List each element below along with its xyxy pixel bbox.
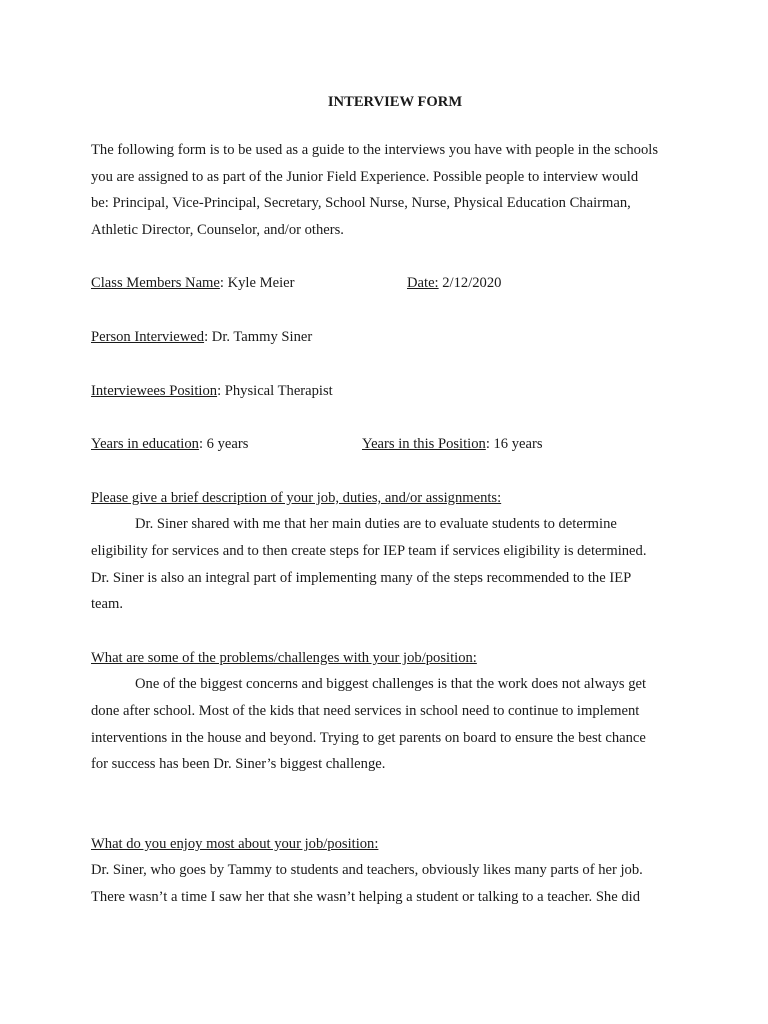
years-row (91, 431, 691, 458)
person-interviewed-label: Person Interviewed (91, 328, 205, 345)
interviewee-position-label: Interviewees Position (91, 382, 218, 399)
date-value: 2/12/2020 (438, 275, 502, 292)
interviewee-position-row (91, 378, 691, 405)
date-label: Date: (407, 275, 439, 292)
interviewee-position-value: : Physical Therapist (217, 382, 333, 399)
intro-line: The following form is to be used as a guide to the interviews you have with people in the schools (91, 142, 659, 158)
person-interviewed-value: : Dr. Tammy Siner (204, 328, 313, 345)
person-interviewed-row (91, 324, 691, 351)
class-member-value: : Kyle Meier (219, 275, 295, 292)
date-field (407, 270, 501, 297)
problems-answer-line: done after school. Most of the kids that need services in school need to continue to implement (91, 702, 640, 719)
years-in-position-value: : 16 years (485, 436, 543, 453)
job-answer-line: Dr. Siner is also an integral part of implementing many of the steps recommended to the IEP (91, 569, 632, 586)
problems-answer-line: interventions in the house and beyond. Trying to get parents on board to ensure the best chance (91, 729, 646, 746)
problems-answer-line: One of the biggest concerns and biggest challenges is that the work does not always get (135, 676, 647, 693)
class-member-label: Class Members Name (91, 275, 220, 292)
intro-paragraph (91, 137, 691, 243)
enjoy-answer-line: Dr. Siner, who goes by Tammy to students and teachers, obviously likes many parts of her job. (91, 862, 643, 879)
enjoy-answer-line: There wasn’t a time I saw her that she wasn’t helping a student or talking to a teacher. She did (91, 888, 641, 905)
job-question: Please give a brief description of your job, duties, and/or assignments: (91, 489, 502, 506)
job-answer-line: eligibility for services and to then create steps for IEP team if services eligibility is determined. (91, 542, 647, 559)
job-answer-line: team. (91, 596, 124, 613)
years-in-education-value: : 6 years (198, 436, 249, 453)
job-section (91, 485, 691, 618)
problems-answer-line: for success has been Dr. Siner’s biggest challenge. (91, 756, 386, 773)
problems-section (91, 645, 691, 778)
page-title: INTERVIEW FORM (327, 94, 463, 110)
intro-line: you are assigned to as part of the Junior Field Experience. Possible people to interview would (91, 168, 639, 185)
years-in-position-field (362, 431, 543, 458)
class-member-row (91, 270, 691, 297)
years-in-education-label: Years in education (91, 436, 199, 453)
document-page (91, 89, 691, 910)
job-answer-line: Dr. Siner shared with me that her main duties are to evaluate students to determine (135, 516, 617, 533)
problems-question: What are some of the problems/challenges with your job/position: (91, 649, 477, 666)
intro-line: be: Principal, Vice-Principal, Secretary, School Nurse, Nurse, Physical Education Chairman, (91, 195, 631, 212)
enjoy-section (91, 831, 691, 911)
years-in-position-label: Years in this Position (362, 436, 486, 453)
enjoy-question: What do you enjoy most about your job/position: (91, 835, 379, 852)
intro-line: Athletic Director, Counselor, and/or others. (91, 221, 344, 238)
